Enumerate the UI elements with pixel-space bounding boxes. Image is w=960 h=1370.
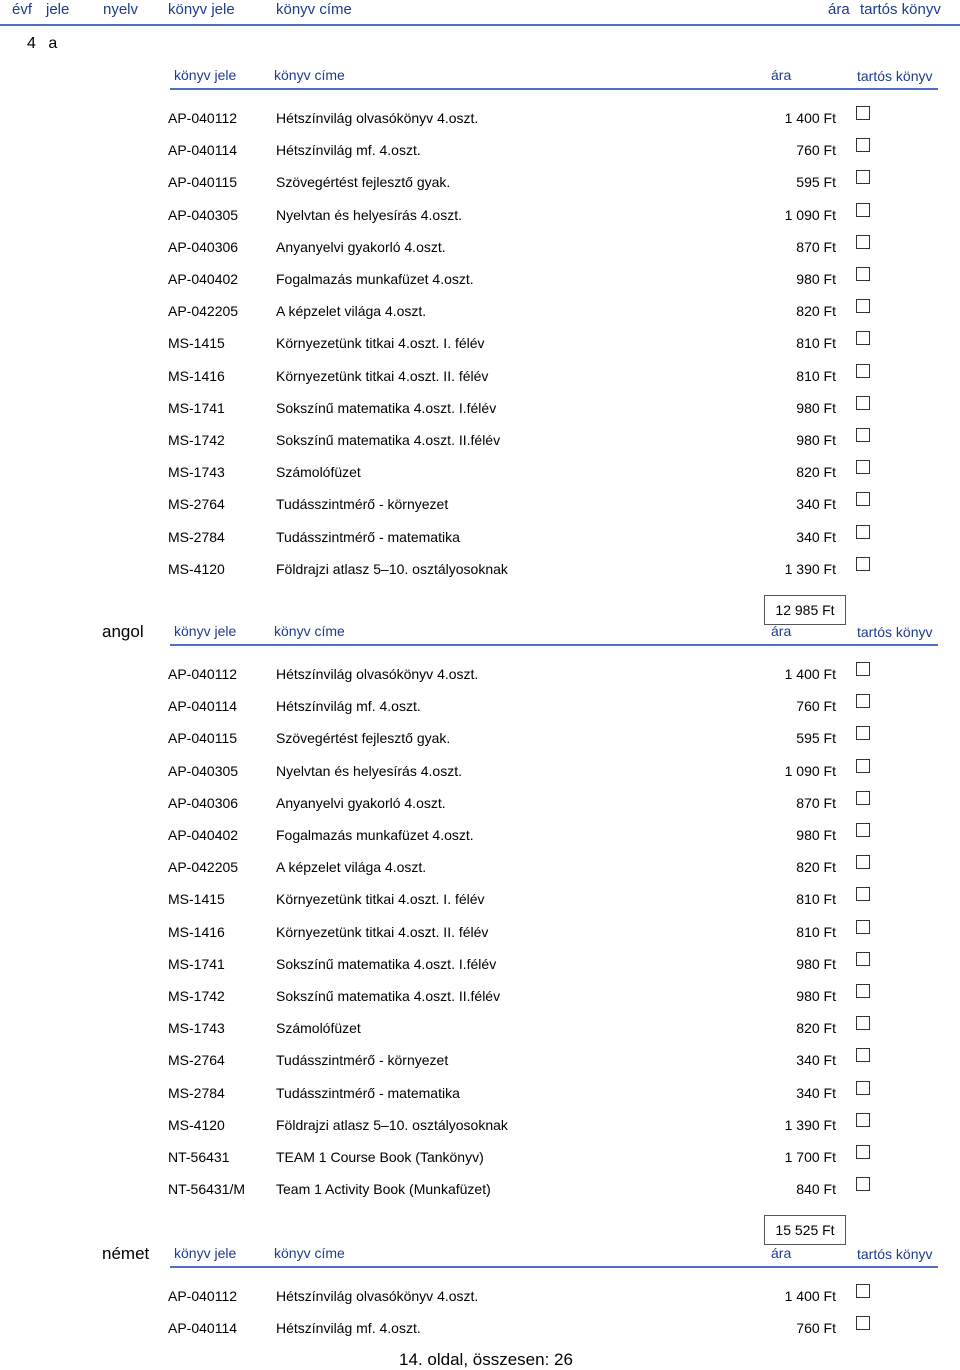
book-price: 1 090 Ft (784, 762, 836, 779)
table-row (0, 239, 960, 271)
col-tartos-konyv: tartós könyv (857, 624, 933, 640)
book-price: 760 Ft (796, 1320, 836, 1337)
book-price: 980 Ft (796, 399, 836, 416)
book-price: 870 Ft (796, 238, 836, 255)
book-title: Tudásszintmérő - környezet (276, 1052, 449, 1069)
col-nyelv: nyelv (103, 1, 139, 18)
book-price: 810 Ft (796, 335, 836, 352)
book-code: AP-040402 (168, 827, 239, 843)
book-code: AP-040305 (168, 762, 239, 779)
book-code: MS-1742 (168, 988, 225, 1004)
book-title: Nyelvtan és helyesírás 4.oszt. (276, 206, 462, 223)
table-row (0, 1052, 960, 1084)
table-row (0, 110, 960, 142)
col-konyv-jele: könyv jele (174, 623, 237, 639)
table-row (0, 1288, 960, 1320)
book-code: AP-040114 (168, 142, 238, 159)
section-header (170, 66, 938, 90)
tartos-konyv-checkbox[interactable] (856, 428, 870, 442)
col-tartos-konyv: tartós könyv (857, 68, 933, 84)
tartos-konyv-checkbox[interactable] (856, 726, 870, 740)
book-title: Földrajzi atlasz 5–10. osztályosoknak (276, 560, 508, 577)
tartos-konyv-checkbox[interactable] (856, 203, 870, 217)
table-row (0, 795, 960, 827)
book-price: 760 Ft (796, 142, 836, 159)
book-title: Team 1 Activity Book (Munkafüzet) (276, 1181, 491, 1198)
book-title: Anyanyelvi gyakorló 4.oszt. (276, 794, 446, 811)
class-grade: 4 (27, 35, 36, 52)
book-title: Hétszínvilág mf. 4.oszt. (276, 142, 421, 159)
table-row (0, 1149, 960, 1181)
book-code: AP-040306 (168, 794, 239, 811)
table-row (0, 763, 960, 795)
book-code: MS-1416 (168, 923, 225, 940)
table-row (0, 496, 960, 528)
book-price: 1 400 Ft (784, 666, 836, 682)
col-konyv-jele: könyv jele (174, 1245, 237, 1261)
book-title: Környezetünk titkai 4.oszt. II. félév (276, 923, 489, 940)
book-title: Sokszínű matematika 4.oszt. II.félév (276, 432, 501, 448)
book-title: Hétszínvilág mf. 4.oszt. (276, 698, 421, 715)
tartos-konyv-checkbox[interactable] (856, 759, 870, 773)
book-code: MS-1415 (168, 335, 225, 352)
book-price: 340 Ft (796, 496, 836, 513)
section-language-label: angol (102, 622, 144, 641)
tartos-konyv-checkbox[interactable] (856, 299, 870, 313)
table-row (0, 827, 960, 859)
tartos-konyv-checkbox[interactable] (856, 138, 870, 152)
tartos-konyv-checkbox[interactable] (856, 106, 870, 120)
table-row (0, 303, 960, 335)
book-title: A képzelet világa 4.oszt. (276, 303, 427, 320)
book-code: MS-1741 (168, 399, 225, 416)
book-price: 340 Ft (796, 1084, 836, 1101)
book-code: MS-1415 (168, 891, 225, 908)
tartos-konyv-checkbox[interactable] (856, 662, 870, 676)
book-price: 1 390 Ft (784, 560, 836, 577)
book-title: Tudásszintmérő - matematika (276, 1084, 460, 1101)
book-title: Sokszínű matematika 4.oszt. II.félév (276, 988, 501, 1004)
book-title: Környezetünk titkai 4.oszt. I. félév (276, 891, 485, 908)
book-price: 980 Ft (796, 827, 836, 843)
table-row (0, 1117, 960, 1149)
book-title: Hétszínvilág olvasókönyv 4.oszt. (276, 666, 479, 682)
book-price: 1 700 Ft (784, 1149, 836, 1165)
table-row (0, 1020, 960, 1052)
table-row (0, 1320, 960, 1352)
book-title: Környezetünk titkai 4.oszt. II. félév (276, 367, 489, 384)
book-price: 820 Ft (796, 464, 836, 481)
section-total: 15 525 Ft (764, 1215, 846, 1245)
tartos-konyv-checkbox[interactable] (856, 823, 870, 837)
table-row (0, 142, 960, 174)
tartos-konyv-checkbox[interactable] (856, 1316, 870, 1330)
section-header (170, 622, 938, 646)
book-price: 1 090 Ft (784, 206, 836, 223)
table-row (0, 335, 960, 367)
book-title: Számolófüzet (276, 1020, 361, 1037)
table-row (0, 464, 960, 496)
section-header (170, 1244, 938, 1268)
book-code: AP-042205 (168, 859, 239, 876)
tartos-konyv-checkbox[interactable] (856, 557, 870, 571)
book-price: 820 Ft (796, 303, 836, 320)
book-title: Fogalmazás munkafüzet 4.oszt. (276, 827, 474, 843)
book-code: MS-4120 (168, 1116, 225, 1133)
tartos-konyv-checkbox[interactable] (856, 364, 870, 378)
book-title: Fogalmazás munkafüzet 4.oszt. (276, 271, 474, 287)
book-title: Szövegértést fejlesztő gyak. (276, 174, 451, 191)
book-title: Szövegértést fejlesztő gyak. (276, 730, 451, 747)
section-language-label: német (102, 1244, 150, 1263)
col-konyv-cime: könyv címe (274, 67, 345, 83)
book-code: AP-040115 (168, 174, 238, 191)
table-row (0, 432, 960, 464)
book-title: Környezetünk titkai 4.oszt. I. félév (276, 335, 485, 352)
book-price: 1 400 Ft (784, 110, 836, 126)
book-title: Számolófüzet (276, 464, 361, 481)
col-ara: ára (828, 1, 850, 18)
col-konyv-cime: könyv címe (274, 623, 345, 639)
book-code: MS-2764 (168, 1052, 225, 1069)
tartos-konyv-checkbox[interactable] (856, 1048, 870, 1062)
book-price: 760 Ft (796, 698, 836, 715)
book-title: Hétszínvilág mf. 4.oszt. (276, 1320, 421, 1337)
tartos-konyv-checkbox[interactable] (856, 694, 870, 708)
book-code: MS-1742 (168, 432, 225, 448)
tartos-konyv-checkbox[interactable] (856, 525, 870, 539)
tartos-konyv-checkbox[interactable] (856, 1145, 870, 1159)
book-code: MS-1743 (168, 1020, 225, 1037)
col-ara: ára (771, 67, 792, 83)
table-row (0, 1181, 960, 1213)
book-price: 840 Ft (796, 1181, 836, 1198)
book-code: AP-040306 (168, 238, 239, 255)
book-code: AP-040114 (168, 698, 238, 715)
class-label (27, 35, 65, 53)
book-title: Tudásszintmérő - matematika (276, 528, 460, 545)
tartos-konyv-checkbox[interactable] (856, 791, 870, 805)
book-price: 595 Ft (796, 730, 836, 747)
tartos-konyv-checkbox[interactable] (856, 855, 870, 869)
col-konyv-jele: könyv jele (174, 67, 237, 83)
book-price: 810 Ft (796, 923, 836, 940)
book-price: 1 400 Ft (784, 1288, 836, 1304)
table-row (0, 368, 960, 400)
book-code: AP-040114 (168, 1320, 238, 1337)
book-title: Hétszínvilág olvasókönyv 4.oszt. (276, 110, 479, 126)
book-code: NT-56431/M (168, 1181, 246, 1198)
tartos-konyv-checkbox[interactable] (856, 267, 870, 281)
page-footer: 14. oldal, összesen: 26 (399, 1350, 573, 1369)
book-price: 340 Ft (796, 528, 836, 545)
book-price: 980 Ft (796, 432, 836, 448)
book-code: AP-040112 (168, 666, 238, 682)
table-row (0, 924, 960, 956)
table-row (0, 859, 960, 891)
book-code: MS-1743 (168, 464, 225, 481)
book-price: 810 Ft (796, 891, 836, 908)
tartos-konyv-checkbox[interactable] (856, 170, 870, 184)
book-code: AP-042205 (168, 303, 239, 320)
top-header (0, 0, 960, 26)
tartos-konyv-checkbox[interactable] (856, 460, 870, 474)
col-tartos-konyv: tartós könyv (860, 1, 941, 18)
table-row (0, 174, 960, 206)
book-title: Tudásszintmérő - környezet (276, 496, 449, 513)
book-price: 340 Ft (796, 1052, 836, 1069)
book-price: 820 Ft (796, 1020, 836, 1037)
col-konyv-cime: könyv címe (276, 1, 352, 18)
section-total: 12 985 Ft (764, 595, 846, 625)
table-row (0, 956, 960, 988)
book-code: AP-040112 (168, 110, 238, 126)
table-row (0, 529, 960, 561)
tartos-konyv-checkbox[interactable] (856, 1177, 870, 1191)
table-row (0, 891, 960, 923)
book-title: Nyelvtan és helyesírás 4.oszt. (276, 762, 462, 779)
col-konyv-jele: könyv jele (168, 1, 235, 18)
book-title: Anyanyelvi gyakorló 4.oszt. (276, 238, 446, 255)
table-row (0, 730, 960, 762)
book-code: AP-040112 (168, 1288, 238, 1304)
book-price: 820 Ft (796, 859, 836, 876)
book-title: A képzelet világa 4.oszt. (276, 859, 427, 876)
tartos-konyv-checkbox[interactable] (856, 1284, 870, 1298)
book-code: NT-56431 (168, 1149, 230, 1165)
tartos-konyv-checkbox[interactable] (856, 235, 870, 249)
book-price: 980 Ft (796, 271, 836, 287)
tartos-konyv-checkbox[interactable] (856, 887, 870, 901)
table-row (0, 698, 960, 730)
book-price: 1 390 Ft (784, 1116, 836, 1133)
col-ara: ára (771, 1245, 792, 1261)
tartos-konyv-checkbox[interactable] (856, 396, 870, 410)
tartos-konyv-checkbox[interactable] (856, 1016, 870, 1030)
table-row (0, 1085, 960, 1117)
tartos-konyv-checkbox[interactable] (856, 492, 870, 506)
book-price: 980 Ft (796, 988, 836, 1004)
tartos-konyv-checkbox[interactable] (856, 952, 870, 966)
tartos-konyv-checkbox[interactable] (856, 1081, 870, 1095)
table-row (0, 561, 960, 593)
book-code: MS-2764 (168, 496, 225, 513)
tartos-konyv-checkbox[interactable] (856, 1113, 870, 1127)
book-price: 870 Ft (796, 794, 836, 811)
book-code: MS-2784 (168, 528, 225, 545)
tartos-konyv-checkbox[interactable] (856, 331, 870, 345)
table-row (0, 400, 960, 432)
book-title: Földrajzi atlasz 5–10. osztályosoknak (276, 1116, 508, 1133)
book-code: AP-040115 (168, 730, 238, 747)
book-code: MS-2784 (168, 1084, 225, 1101)
book-code: MS-1416 (168, 367, 225, 384)
book-price: 595 Ft (796, 174, 836, 191)
col-evf: évf (12, 1, 33, 18)
col-tartos-konyv: tartós könyv (857, 1246, 933, 1262)
table-row (0, 988, 960, 1020)
book-price: 980 Ft (796, 955, 836, 972)
tartos-konyv-checkbox[interactable] (856, 920, 870, 934)
table-row (0, 207, 960, 239)
book-code: AP-040402 (168, 271, 239, 287)
book-title: Hétszínvilág olvasókönyv 4.oszt. (276, 1288, 479, 1304)
book-title: TEAM 1 Course Book (Tankönyv) (276, 1149, 484, 1165)
col-ara: ára (771, 623, 792, 639)
book-code: AP-040305 (168, 206, 239, 223)
col-konyv-cime: könyv címe (274, 1245, 345, 1261)
class-letter: a (48, 35, 58, 52)
book-title: Sokszínű matematika 4.oszt. I.félév (276, 399, 497, 416)
tartos-konyv-checkbox[interactable] (856, 984, 870, 998)
col-jele: jele (46, 1, 70, 18)
book-title: Sokszínű matematika 4.oszt. I.félév (276, 955, 497, 972)
book-code: MS-1741 (168, 955, 225, 972)
book-price: 810 Ft (796, 367, 836, 384)
table-row (0, 666, 960, 698)
table-row (0, 271, 960, 303)
book-code: MS-4120 (168, 560, 225, 577)
